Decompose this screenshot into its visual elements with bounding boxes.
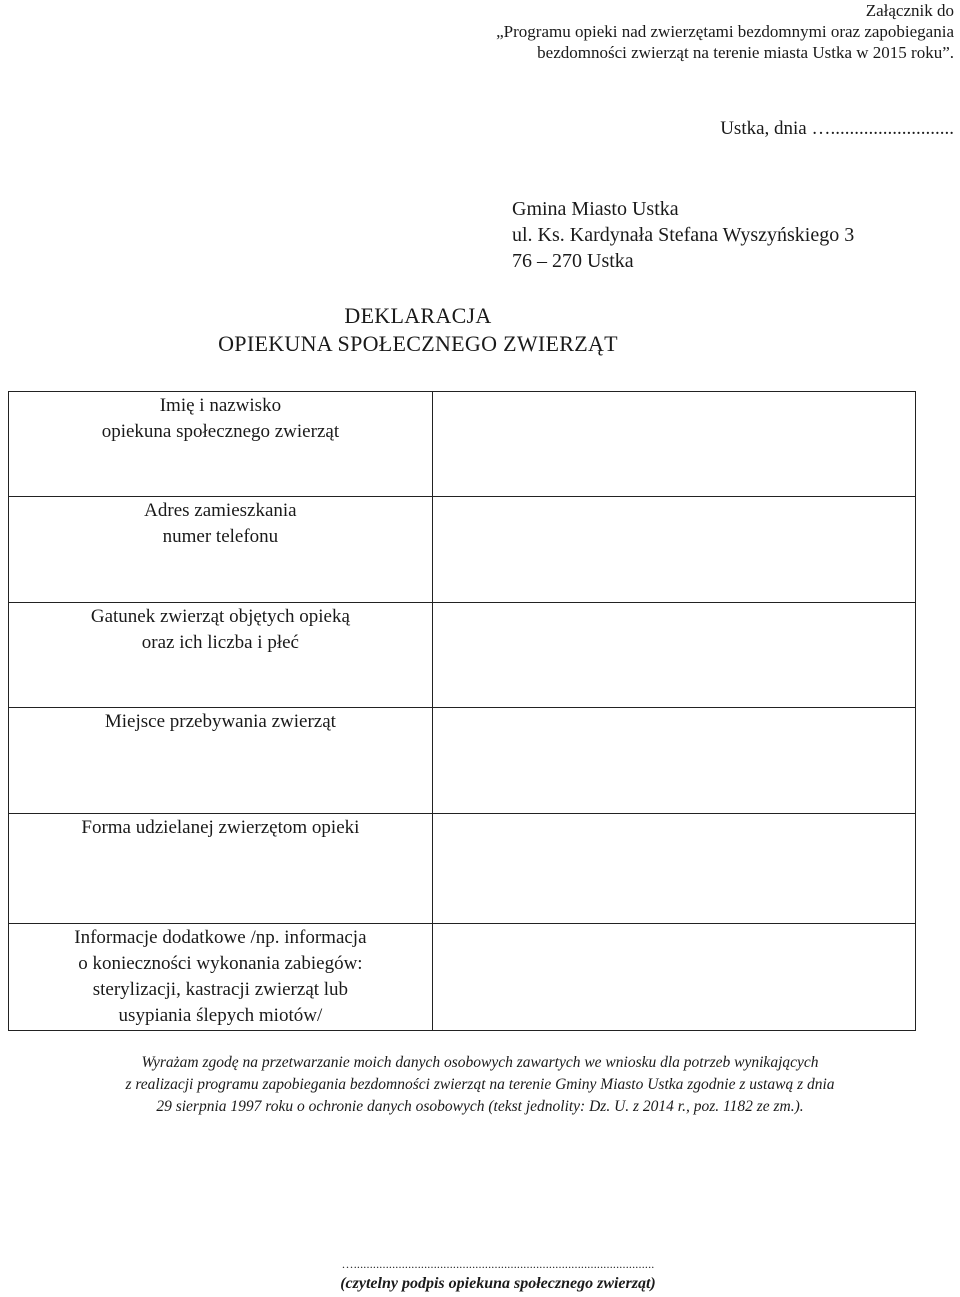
- care-form-field[interactable]: [432, 814, 915, 924]
- form-label-line: sterylizacji, kastracji zwierząt lub: [92, 979, 349, 1000]
- title-line: OPIEKUNA SPOŁECZNEGO ZWIERZĄT: [218, 331, 618, 356]
- address-phone-field[interactable]: [432, 497, 915, 603]
- addressee-block: [512, 196, 854, 274]
- form-label-line: numer telefonu: [162, 526, 279, 547]
- form-label-line: Gatunek zwierząt objętych opieką: [90, 606, 350, 627]
- additional-info-field[interactable]: [432, 924, 915, 1031]
- attachment-note: [496, 0, 954, 63]
- form-row-name: [9, 392, 916, 497]
- declaration-form-table: [8, 391, 916, 1031]
- form-label-line: o konieczności wykonania zabiegów:: [78, 953, 363, 974]
- consent-line: 29 sierpnia 1997 roku o ochronie danych osobowych (tekst jednolity: Dz. U. z 2014 r., poz. 1182 ze zm.).: [156, 1098, 804, 1115]
- date-line: Ustka, dnia …..........................: [720, 118, 954, 139]
- species-count-sex-field[interactable]: [432, 603, 915, 708]
- addressee-street: ul. Ks. Kardynała Stefana Wyszyńskiego 3: [512, 224, 855, 246]
- form-label-line: opiekuna społecznego zwierząt: [101, 421, 340, 442]
- form-label: [9, 708, 433, 814]
- document-title: [0, 302, 836, 358]
- signature-label: (czytelny podpis opiekuna społecznego zwierząt): [340, 1275, 656, 1292]
- consent-line: z realizacji programu zapobiegania bezdomności zwierząt na terenie Gminy Miasto Ustka zgodnie z ustawą z dnia: [125, 1076, 835, 1093]
- form-label-line: Imię i nazwisko: [159, 395, 282, 416]
- form-row-address: [9, 497, 916, 603]
- attachment-line: „Programu opieki nad zwierzętami bezdomnymi oraz zapobiegania: [496, 22, 954, 41]
- signature-line[interactable]: …..............................................................................................: [341, 1257, 655, 1271]
- form-label: [9, 392, 433, 497]
- form-label: [9, 814, 433, 924]
- animal-location-field[interactable]: [432, 708, 915, 814]
- form-label-line: Adres zamieszkania: [144, 500, 297, 521]
- name-field[interactable]: [432, 392, 915, 497]
- form-label: [9, 497, 433, 603]
- form-row-location: [9, 708, 916, 814]
- consent-line: Wyrażam zgodę na przetwarzanie moich danych osobowych zawartych we wniosku dla potrzeb wynikających: [141, 1054, 819, 1071]
- addressee-name: Gmina Miasto Ustka: [512, 198, 679, 220]
- form-label-line: oraz ich liczba i płeć: [141, 632, 299, 653]
- form-row-care-form: [9, 814, 916, 924]
- form-label-line: Forma udzielanej zwierzętom opieki: [81, 817, 360, 838]
- form-label: [9, 924, 433, 1031]
- form-label-line: Miejsce przebywania zwierząt: [104, 711, 336, 732]
- form-label-line: Informacje dodatkowe /np. informacja: [74, 927, 367, 948]
- attachment-line: Załącznik do: [865, 1, 954, 20]
- form-row-species: [9, 603, 916, 708]
- form-label-line: usypiania ślepych miotów/: [118, 1005, 323, 1026]
- consent-statement: [0, 1052, 960, 1118]
- title-line: DEKLARACJA: [344, 303, 492, 328]
- addressee-postal: 76 – 270 Ustka: [512, 250, 634, 272]
- form-label: [9, 603, 433, 708]
- attachment-line: bezdomności zwierząt na terenie miasta Ustka w 2015 roku”.: [537, 43, 954, 62]
- form-row-additional-info: [9, 924, 916, 1031]
